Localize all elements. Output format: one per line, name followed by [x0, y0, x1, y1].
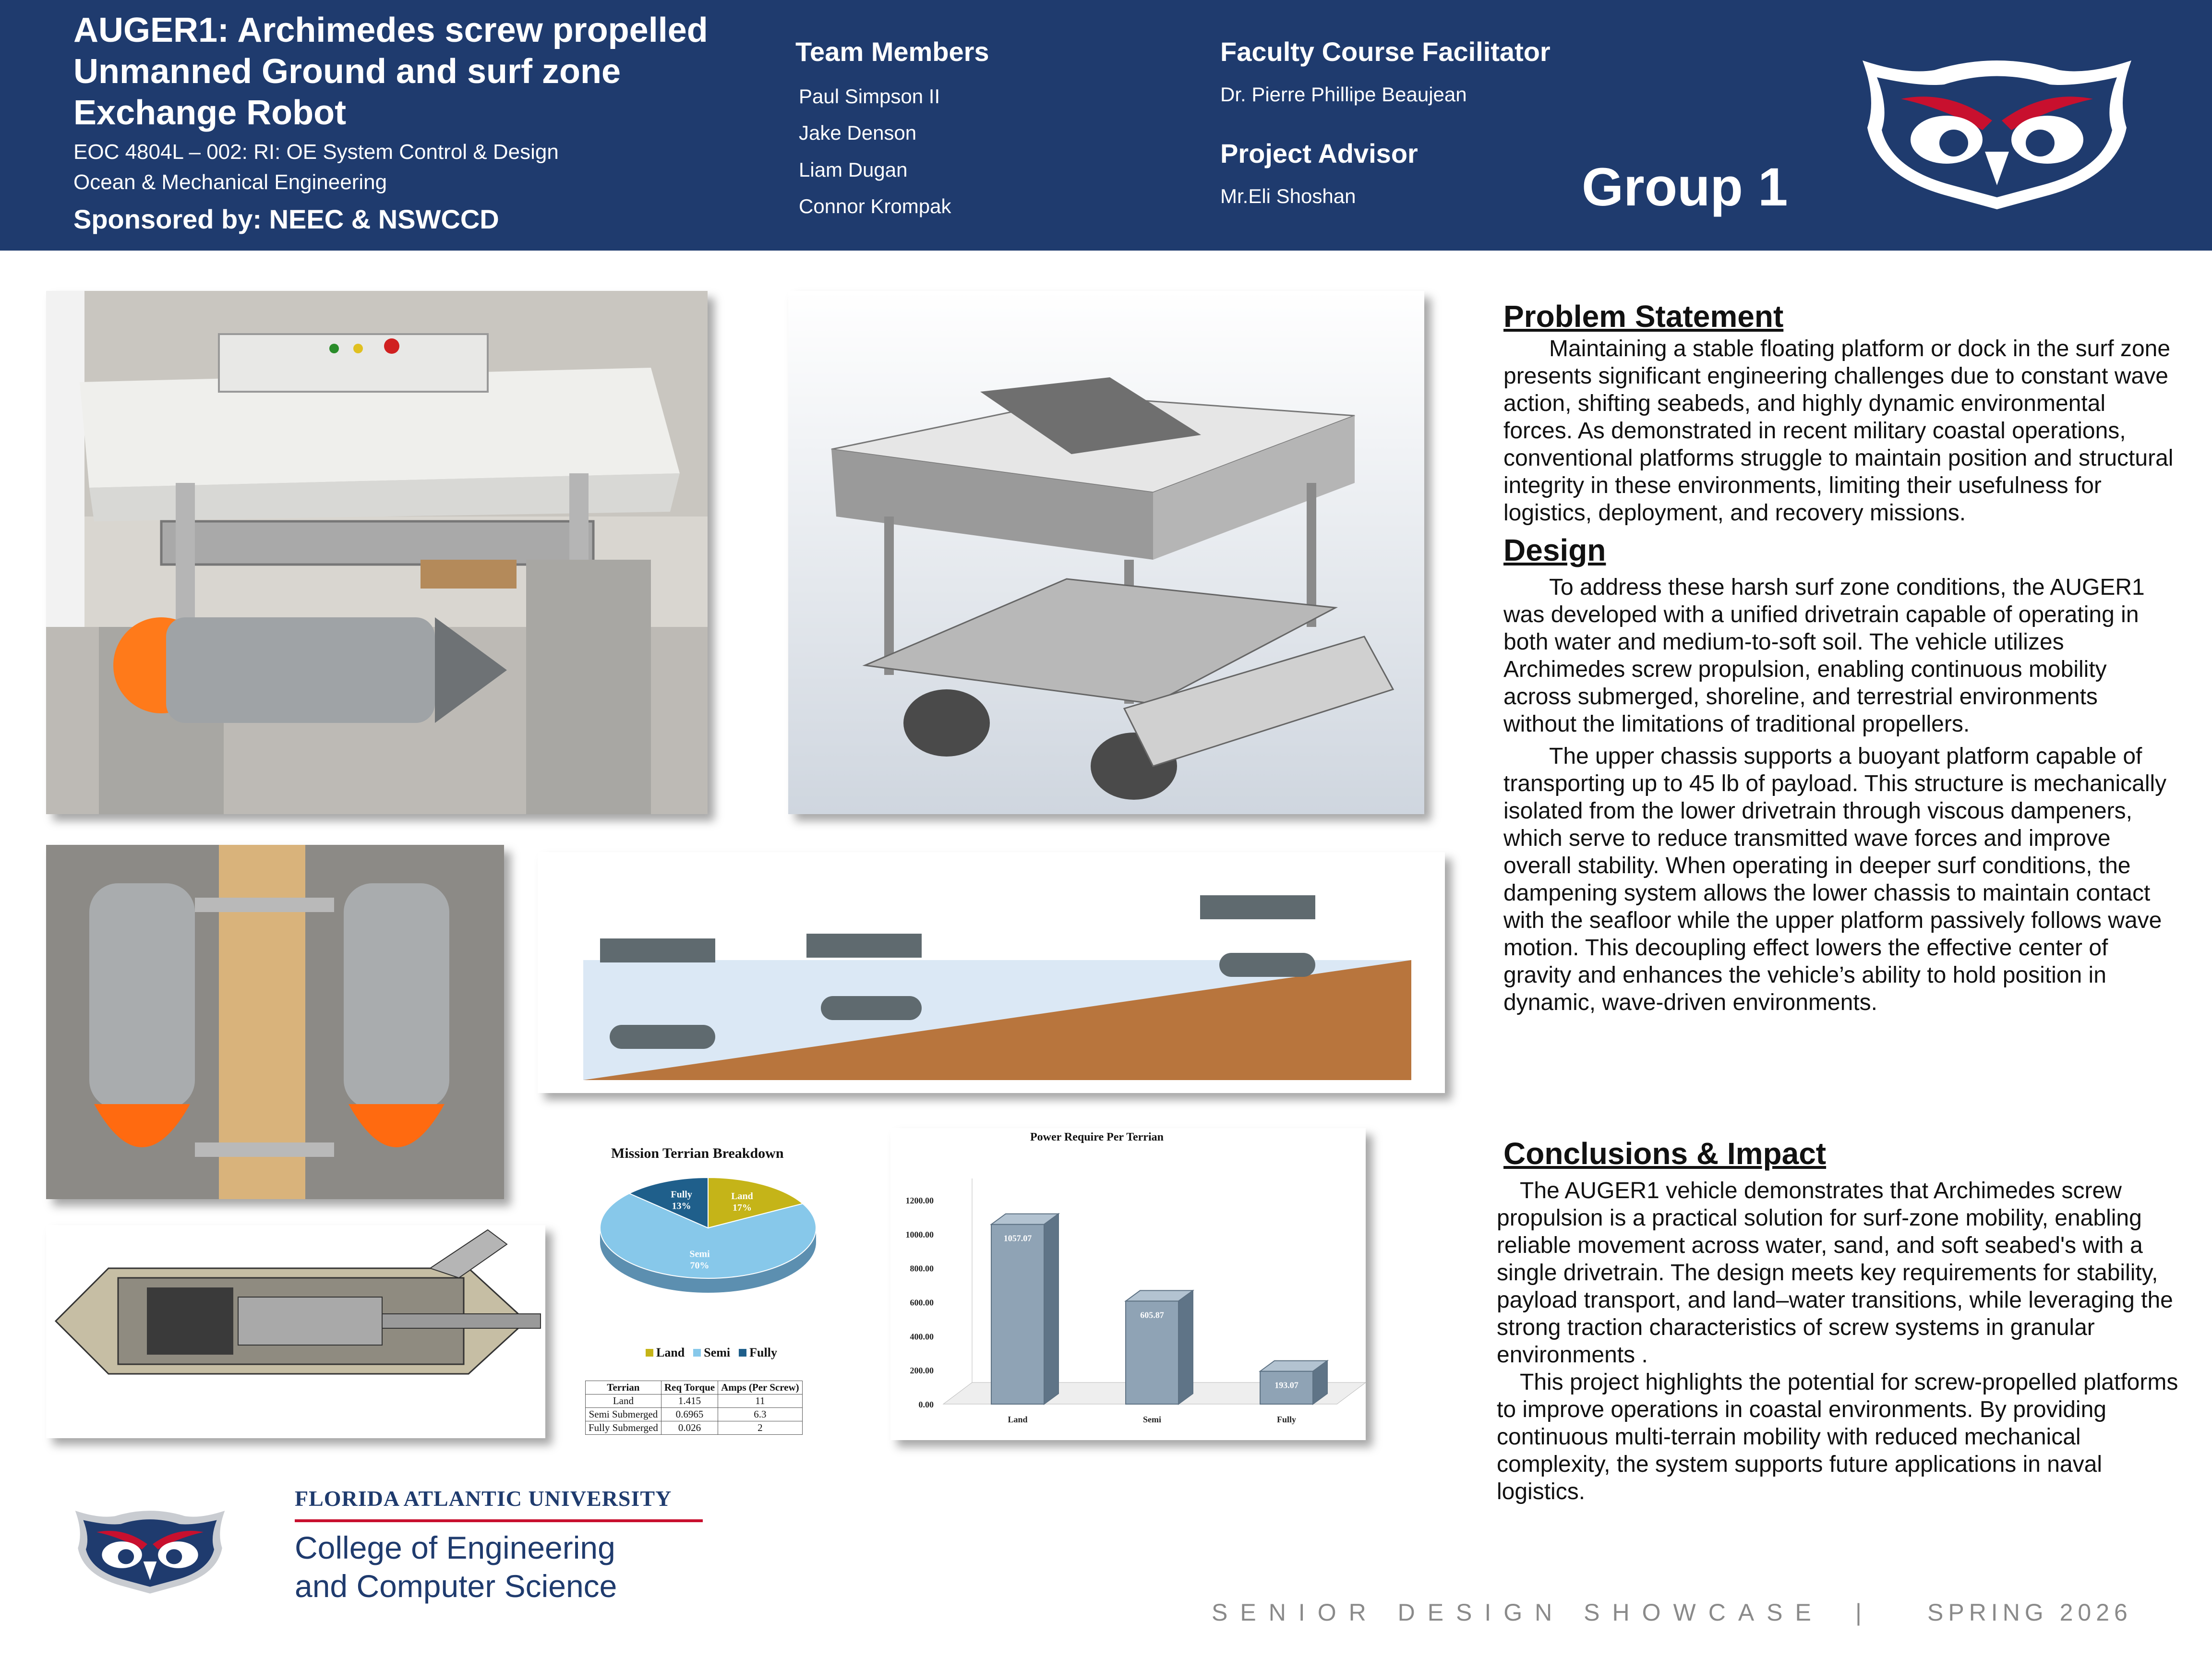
table-header-row — [586, 1381, 803, 1395]
table-cell: 2 — [718, 1421, 803, 1435]
pie-slice-value: 17% — [733, 1202, 752, 1213]
x-tick-label: Land — [1008, 1415, 1028, 1424]
x-tick-label: Semi — [1143, 1415, 1161, 1424]
legend-label: Semi — [704, 1346, 731, 1359]
table-row — [586, 1421, 803, 1435]
screw-photo — [46, 845, 504, 1199]
table-header-cell: Amps (Per Screw) — [718, 1381, 803, 1395]
legend-item-fully — [739, 1346, 777, 1359]
poster-header — [0, 0, 2212, 251]
design-text: To address these harsh surf zone conditions, the AUGER1 was developed with a unified drivetrain capable of operating in both water and medium-to-soft soil. The vehicle utilizes Archimedes screw propulsion, enabling continuous mobility across submerged, shoreline, and terrestrial environments without the limitations of traditional propellers. — [1503, 575, 2145, 737]
university-name: FLORIDA ATLANTIC UNIVERSITY — [295, 1486, 672, 1511]
y-tick-label: 1000.00 — [905, 1229, 934, 1239]
bar-value-label: 193.07 — [1274, 1380, 1298, 1390]
table-row — [586, 1408, 803, 1421]
pie-slice-label: Fully — [671, 1189, 692, 1200]
robot-photo — [46, 291, 708, 814]
department: Ocean & Mechanical Engineering — [73, 170, 387, 194]
pie-slice-value: 70% — [690, 1260, 709, 1271]
showcase-label: SENIOR DESIGN SHOWCASE — [1212, 1599, 1824, 1626]
pie-legend — [646, 1346, 786, 1360]
problem-text: Maintaining a stable floating platform or dock in the surf zone presents significant engineering challenges due to constant wave action, shifting seabeds, and highly dynamic environmental forces. As demonstrated in recent military coastal operations, conventional platforms struggle to maintain position and structural integrity in these environments, limiting their usefulness for logistics, deployment, and recovery missions. — [1503, 336, 2174, 526]
cross-section-drawing — [46, 1225, 545, 1438]
y-tick-label: 200.00 — [910, 1366, 934, 1376]
pie-slice-value: 13% — [672, 1201, 691, 1212]
bar-side — [1178, 1290, 1193, 1404]
facilitator-label: Faculty Course Facilitator — [1220, 36, 1551, 67]
y-tick-label: 400.00 — [910, 1332, 934, 1342]
course-code: EOC 4804L – 002: RI: OE System Control & Design — [73, 140, 559, 164]
terrain-diagram — [538, 852, 1445, 1093]
pie-slice-label: Land — [731, 1190, 753, 1202]
conclusions-text: This project highlights the potential for screw-propelled platforms to improve operations in coastal environments. By providing continuous multi-terrain mobility with reduced mechanical complexity, the system supports future applications in naval logistics. — [1497, 1370, 2178, 1504]
x-tick-label: Fully — [1276, 1415, 1297, 1424]
pie-slice-label: Semi — [689, 1249, 710, 1260]
bar-chart-title: Power Require Per Terrian — [1030, 1131, 1164, 1143]
bar-land — [991, 1225, 1044, 1404]
legend-item-land — [646, 1346, 685, 1359]
team-members-label: Team Members — [795, 36, 989, 67]
college-name — [295, 1528, 617, 1605]
table-row — [586, 1395, 803, 1408]
design-title: Design — [1503, 533, 1606, 567]
table-cell: 11 — [718, 1395, 803, 1408]
terrain-diagram-illustration — [538, 852, 1445, 1093]
table-cell: Land — [586, 1395, 661, 1408]
y-tick-label: 600.00 — [910, 1298, 934, 1308]
advisor-label: Project Advisor — [1220, 138, 1418, 168]
pie-chart-title: Mission Terrian Breakdown — [611, 1145, 784, 1161]
text-column — [1503, 298, 2176, 1016]
red-rule — [295, 1519, 703, 1522]
y-tick-label: 1200.00 — [905, 1196, 934, 1205]
table-cell: Semi Submerged — [586, 1408, 661, 1421]
bar-chart-panel — [890, 1128, 1366, 1440]
bar-value-label: 605.87 — [1140, 1310, 1164, 1320]
y-tick-label: 0.00 — [918, 1400, 934, 1409]
table-cell: 0.6965 — [661, 1408, 718, 1421]
table-cell: Fully Submerged — [586, 1421, 661, 1435]
legend-swatch — [693, 1349, 701, 1357]
bar-chart — [890, 1142, 1366, 1440]
torque-table — [585, 1381, 803, 1435]
footer-separator: | — [1855, 1599, 1862, 1626]
legend-swatch — [646, 1349, 653, 1357]
bar-value-label: 1057.07 — [1003, 1233, 1032, 1243]
team-member: Connor Krompak — [799, 195, 951, 217]
team-member: Liam Dugan — [799, 158, 908, 181]
table-header-cell: Req Torque — [661, 1381, 718, 1395]
y-tick-label: 800.00 — [910, 1263, 934, 1274]
legend-label: Fully — [749, 1346, 777, 1359]
legend-swatch — [739, 1349, 746, 1357]
pie-chart — [583, 1166, 885, 1324]
college-line: College of Engineering — [295, 1530, 615, 1565]
legend-label: Land — [656, 1346, 685, 1359]
owl-logo-icon — [67, 1491, 233, 1606]
robot-photo-illustration — [46, 291, 708, 814]
conclusions-column — [1497, 1135, 2178, 1505]
sponsor-line: Sponsored by: NEEC & NSWCCD — [73, 204, 499, 234]
table-cell: 1.415 — [661, 1395, 718, 1408]
team-member: Jake Denson — [799, 121, 917, 144]
table-cell: 6.3 — [718, 1408, 803, 1421]
poster-title: AUGER1: Archimedes screw propelled Unmanned Ground and surf zone Exchange Robot — [73, 11, 708, 132]
group-number: Group 1 — [1582, 157, 1788, 217]
pie-chart-panel — [583, 1127, 885, 1438]
table-cell: 0.026 — [661, 1421, 718, 1435]
facilitator-name: Dr. Pierre Phillipe Beaujean — [1220, 83, 1467, 106]
team-member: Paul Simpson II — [799, 85, 940, 108]
legend-item-semi — [693, 1346, 730, 1359]
owl-logo-icon — [1848, 41, 2146, 214]
screw-photo-illustration — [46, 845, 504, 1199]
cad-render-illustration — [788, 291, 1424, 814]
conclusions-text: The AUGER1 vehicle demonstrates that Archimedes screw propulsion is a practical solution for surf-zone mobility, enabling reliable movement across water, sand, and soft seabed's with a single drivetrain. The design meets key requirements for stability, payload transport, and land–water transitions, while leveraging the strong traction characteristics of screw systems in granular environments . — [1497, 1178, 2173, 1368]
design-text: The upper chassis supports a buoyant platform capable of transporting up to 45 lb of payload. This structure is mechanically isolated from the lower drivetrain through viscous dampeners, which serve to reduce transmitted wave forces and improve overall stability. When operating in deeper surf conditions, the dampening system allows the lower chassis to maintain contact with the seafloor while the upper platform passively follows wave motion. This decoupling effect lowers the effective center of gravity and enhances the vehicle’s ability to hold position in dynamic, wave-driven environments. — [1503, 744, 2167, 1015]
cross-section-illustration — [46, 1225, 545, 1438]
college-line: and Computer Science — [295, 1568, 617, 1604]
conclusions-title: Conclusions & Impact — [1503, 1136, 1827, 1171]
table-header-cell: Terrian — [586, 1381, 661, 1395]
cad-render — [788, 291, 1424, 814]
problem-title: Problem Statement — [1503, 299, 1784, 334]
term-label: SPRING 2026 — [1927, 1599, 2132, 1626]
advisor-name: Mr.Eli Shoshan — [1220, 185, 1356, 207]
bar-side — [1044, 1214, 1058, 1404]
